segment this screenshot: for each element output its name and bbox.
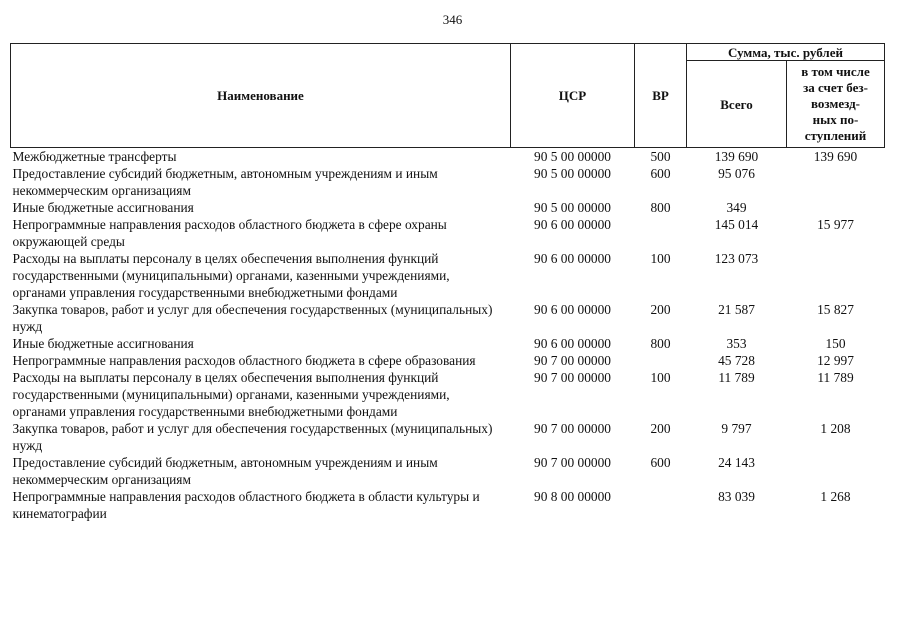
row-gratis <box>787 165 885 199</box>
row-total: 11 789 <box>718 370 755 385</box>
row-gratis: 1 268 <box>820 489 851 504</box>
header-gratis-line: ступлений <box>804 128 867 143</box>
row-csr: 90 5 00 00000 <box>534 166 611 181</box>
row-total: 123 073 <box>714 251 759 266</box>
row-csr: 90 6 00 00000 <box>534 302 611 317</box>
row-gratis: 150 <box>825 336 846 351</box>
row-total: 145 014 <box>714 217 759 232</box>
row-csr: 90 8 00 00000 <box>534 489 611 504</box>
row-gratis <box>787 199 885 216</box>
row-vr: 800 <box>650 336 671 351</box>
row-vr <box>635 352 687 369</box>
row-total: 139 690 <box>714 149 759 164</box>
row-csr: 90 5 00 00000 <box>534 200 611 215</box>
row-csr: 90 7 00 00000 <box>534 353 611 368</box>
row-total: 349 <box>726 200 747 215</box>
header-csr: ЦСР <box>511 44 635 148</box>
table-row <box>11 369 885 420</box>
header-name: Наименование <box>11 44 511 148</box>
row-total: 95 076 <box>718 166 755 181</box>
header-gratis-line: в том числе <box>801 64 870 79</box>
row-gratis <box>787 454 885 488</box>
row-csr: 90 7 00 00000 <box>534 455 611 470</box>
table-row <box>11 420 885 454</box>
row-name: Расходы на выплаты персоналу в целях обеспечения выполнения функций государственными (муниципальными) органами, казенными учреждениями, органами управления государственными внебюджетными фондами <box>12 251 450 300</box>
header-vr: ВР <box>635 44 687 148</box>
row-gratis: 139 690 <box>813 149 858 164</box>
row-csr: 90 6 00 00000 <box>534 336 611 351</box>
table-header <box>11 44 885 148</box>
row-vr: 100 <box>650 370 671 385</box>
row-name: Непрограммные направления расходов областного бюджета в сфере охраны окружающей среды <box>12 217 447 249</box>
row-csr: 90 6 00 00000 <box>534 217 611 232</box>
row-vr: 600 <box>650 166 671 181</box>
table-row <box>11 301 885 335</box>
row-gratis: 15 827 <box>817 302 854 317</box>
row-csr: 90 6 00 00000 <box>534 251 611 266</box>
header-gratis-line: ных по- <box>812 112 859 127</box>
table-row <box>11 454 885 488</box>
row-name: Иные бюджетные ассигнования <box>12 200 194 215</box>
row-total: 24 143 <box>718 455 755 470</box>
row-name: Закупка товаров, работ и услуг для обеспечения государственных (муниципальных) нужд <box>12 302 493 334</box>
row-name: Иные бюджетные ассигнования <box>12 336 194 351</box>
row-vr <box>635 216 687 250</box>
row-name: Закупка товаров, работ и услуг для обеспечения государственных (муниципальных) нужд <box>12 421 493 453</box>
row-total: 9 797 <box>721 421 752 436</box>
row-total: 353 <box>726 336 747 351</box>
header-total: Всего <box>687 61 787 148</box>
row-name: Предоставление субсидий бюджетным, автономным учреждениям и иным некоммерческим организациям <box>12 455 438 487</box>
table-row <box>11 335 885 352</box>
table-row <box>11 352 885 369</box>
row-name: Предоставление субсидий бюджетным, автономным учреждениям и иным некоммерческим организациям <box>12 166 438 198</box>
row-gratis: 11 789 <box>817 370 854 385</box>
table-row <box>11 199 885 216</box>
table-body <box>11 148 885 523</box>
table-row <box>11 488 885 522</box>
table-row <box>11 216 885 250</box>
row-csr: 90 7 00 00000 <box>534 370 611 385</box>
row-gratis: 15 977 <box>817 217 854 232</box>
header-gratis <box>787 61 885 148</box>
page-number: 346 <box>442 12 463 27</box>
row-name: Межбюджетные трансферты <box>12 149 177 164</box>
row-csr: 90 5 00 00000 <box>534 149 611 164</box>
row-vr: 800 <box>650 200 671 215</box>
table-row <box>11 250 885 301</box>
row-vr <box>635 488 687 522</box>
row-vr: 600 <box>650 455 671 470</box>
row-csr: 90 7 00 00000 <box>534 421 611 436</box>
row-vr: 200 <box>650 421 671 436</box>
row-total: 45 728 <box>718 353 755 368</box>
row-gratis: 1 208 <box>820 421 851 436</box>
row-name: Непрограммные направления расходов областного бюджета в сфере образования <box>12 353 476 368</box>
table-row <box>11 148 885 166</box>
row-vr: 100 <box>650 251 671 266</box>
row-name: Расходы на выплаты персоналу в целях обеспечения выполнения функций государственными (муниципальными) органами, казенными учреждениями, органами управления государственными внебюджетными фондами <box>12 370 450 419</box>
header-gratis-line: возмезд- <box>811 96 860 111</box>
row-vr: 500 <box>650 149 671 164</box>
row-total: 21 587 <box>718 302 755 317</box>
header-sum-group: Сумма, тыс. рублей <box>687 44 885 61</box>
budget-table <box>10 43 885 522</box>
table-row <box>11 165 885 199</box>
row-name: Непрограммные направления расходов областного бюджета в области культуры и кинематографии <box>12 489 480 521</box>
row-vr: 200 <box>650 302 671 317</box>
header-gratis-line: за счет без- <box>803 80 868 95</box>
row-total: 83 039 <box>718 489 755 504</box>
row-gratis <box>787 250 885 301</box>
row-gratis: 12 997 <box>817 353 854 368</box>
